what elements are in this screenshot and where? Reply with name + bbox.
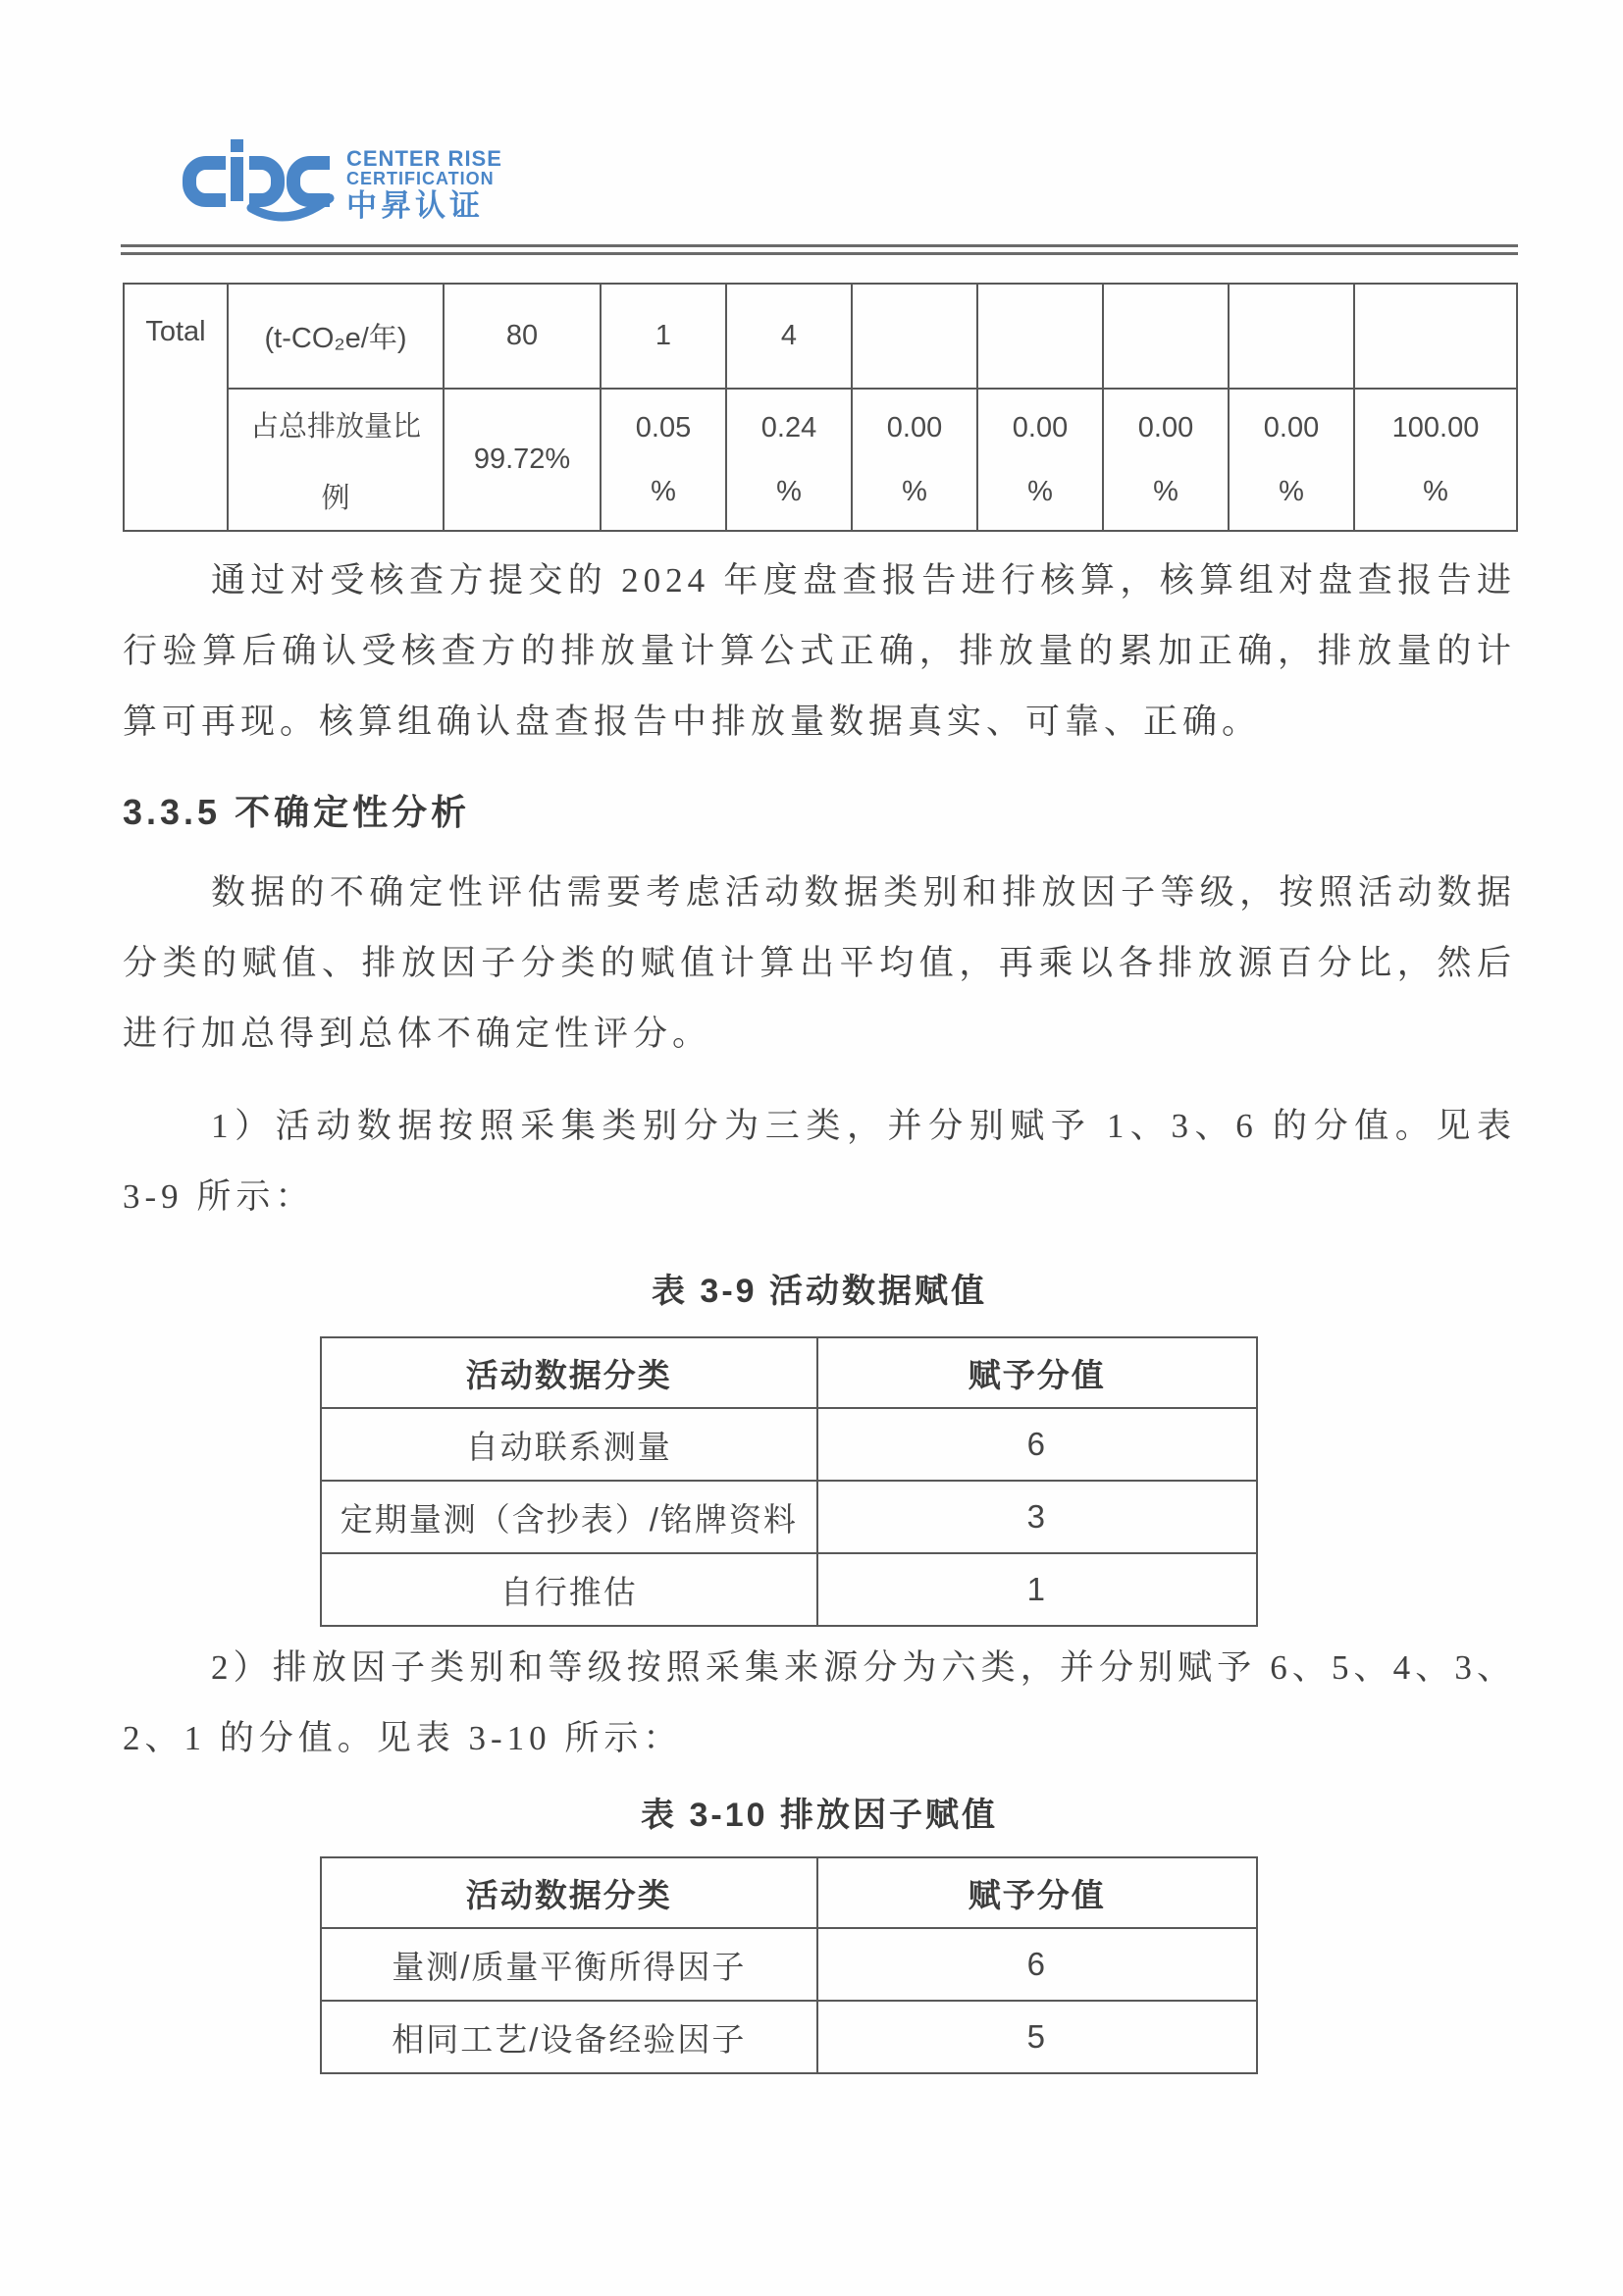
table-row [321,1553,1257,1626]
table-cell: 自行推估 [321,1553,817,1626]
table-cell-share-label [228,389,444,531]
table-header-row [321,1857,1257,1928]
table-row [321,1928,1257,2001]
table-row [124,389,1517,531]
logo-wordmark [346,145,502,223]
table-cell [977,389,1103,531]
table-cell [444,389,601,531]
table-cell [1354,389,1517,531]
cell-line: 0.00 [886,411,943,444]
cell-line: 0.00 [1012,411,1069,444]
logo-name-cn: 中昇认证 [346,187,484,223]
cell-line: % [1423,475,1448,507]
cell-line: % [1279,475,1304,507]
table-cell [1103,389,1229,531]
cell-line: 0.24 [760,411,817,444]
table-cell-unit: (t-CO₂e/年) [228,284,444,389]
table-cell: 自动联系测量 [321,1408,817,1481]
paragraph-activity-data-classes: 1）活动数据按照采集类别分为三类，并分别赋予 1、3、6 的分值。见表 3-9 所示： [123,1107,1516,1216]
cell-line: 0.00 [1263,411,1320,444]
logo-name-en-line2: CERTIFICATION [346,169,495,189]
table-cell: 5 [817,2001,1257,2073]
table-cell: 3 [817,1481,1257,1553]
table-3-10-caption: 表 3-10 排放因子赋值 [641,1797,998,1834]
table-row [321,1481,1257,1553]
emission-factor-score-table [320,1856,1258,2074]
cell-line: 99.72% [473,444,571,475]
cell-line: 占总排放量比 [249,410,421,443]
column-header: 赋予分值 [817,1857,1257,1928]
emissions-summary-table [123,283,1518,532]
cell-line: 100.00 [1391,411,1480,444]
table-cell [726,389,852,531]
table-row [321,1408,1257,1481]
table-cell: 量测/质量平衡所得因子 [321,1928,817,2001]
table-cell [1354,284,1517,389]
cell-line: 例 [321,482,350,514]
cell-line: % [651,475,676,507]
table-cell [1229,389,1354,531]
section-heading-3-3-5: 3.3.5 不确定性分析 [123,792,471,832]
table-cell [852,284,977,389]
column-header: 活动数据分类 [321,1857,817,1928]
table-header-row [321,1337,1257,1408]
paragraph-emission-factor-classes: 2）排放因子类别和等级按照采集来源分为六类，并分别赋予 6、5、4、3、2、1 的分值。见表 3-10 所示： [123,1648,1516,1757]
table-cell [852,389,977,531]
table-cell: 6 [817,1408,1257,1481]
table-cell [1229,284,1354,389]
logo-name-en-line1: CENTER RISE [346,145,502,171]
cell-line: % [902,475,927,507]
logo [175,135,587,234]
table-cell [601,389,726,531]
cell-line: % [776,475,802,507]
table-cell: 1 [601,284,726,389]
table-cell-total: Total [124,284,228,531]
table-row [321,2001,1257,2073]
column-header: 赋予分值 [817,1337,1257,1408]
table-cell: 80 [444,284,601,389]
cell-line: 0.05 [635,411,692,444]
table-cell: 1 [817,1553,1257,1626]
paragraph-uncertainty-intro: 数据的不确定性评估需要考虑活动数据类别和排放因子等级，按照活动数据分类的赋值、排放因子分类的赋值计算出平均值，再乘以各排放源百分比，然后进行加总得到总体不确定性评分。 [123,873,1516,1053]
table-cell: 4 [726,284,852,389]
table-cell [1103,284,1229,389]
logo-crc-icon [175,137,337,232]
table-cell: 定期量测（含抄表）/铭牌资料 [321,1481,817,1553]
column-header: 活动数据分类 [321,1337,817,1408]
header-divider [121,244,1518,255]
table-cell: 6 [817,1928,1257,2001]
activity-data-score-table [320,1336,1258,1627]
cell-line: % [1027,475,1053,507]
table-cell [977,284,1103,389]
table-cell: 相同工艺/设备经验因子 [321,2001,817,2073]
table-3-9-caption: 表 3-9 活动数据赋值 [651,1273,988,1310]
paragraph-verification-result: 通过对受核查方提交的 2024 年度盘查报告进行核算，核算组对盘查报告进行验算后确认受核查方的排放量计算公式正确，排放量的累加正确，排放量的计算可再现。核算组确认盘查报告中排放量数据真实、可靠、正确。 [123,561,1516,741]
cell-line: 0.00 [1137,411,1194,444]
table-row [124,284,1517,389]
cell-line: % [1153,475,1178,507]
